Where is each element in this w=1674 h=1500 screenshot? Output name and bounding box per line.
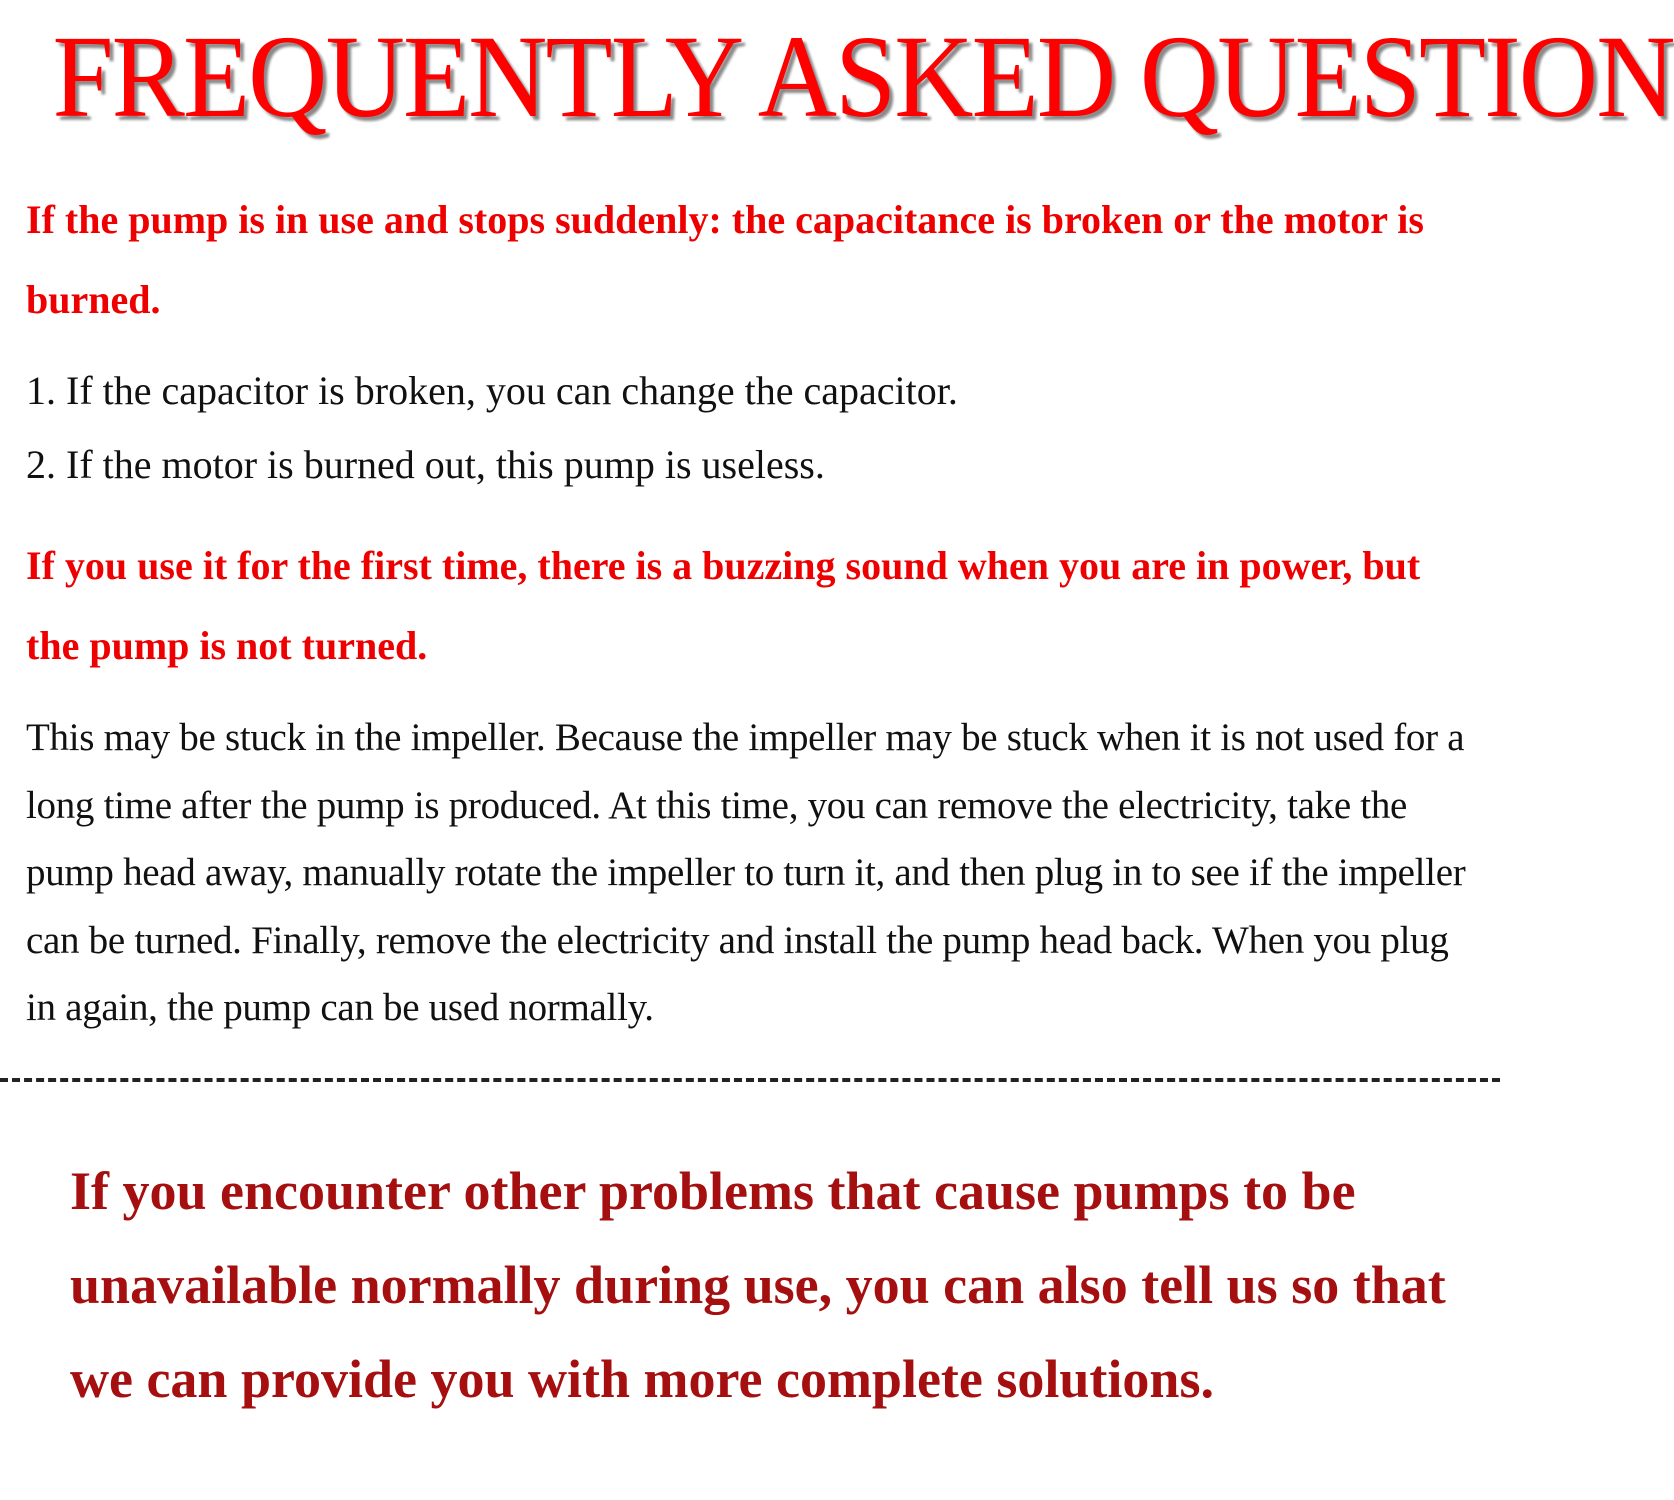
answer-item-capacitor: 1. If the capacitor is broken, you can change the capacitor.: [26, 368, 958, 413]
dashed-divider: [0, 1078, 1500, 1082]
closing-note: If you encounter other problems that cause pumps to be unavailable normally during use, you can also tell us so that we can provide you with more complete solutions.: [70, 1161, 1446, 1409]
faq-question-2: If you use it for the first time, there is a buzzing sound when you are in power, but the pump is not turned.: [26, 543, 1421, 668]
faq-answer-2: This may be stuck in the impeller. Because the impeller may be stuck when it is not used for a long time after the pump is produced. At this time, you can remove the electricity, take the pump head away, manually rotate the impeller to turn it, and then plug in to see if the impeller can be turned. Finally, remove the electricity and install the pump head back. When you plug in again, the pump can be used normally.: [26, 716, 1466, 1029]
page-title: FREQUENTLY ASKED QUESTION: [52, 11, 1674, 142]
answer-item-motor: 2. If the motor is burned out, this pump is useless.: [26, 442, 825, 487]
faq-answer-list-1: [26, 354, 1466, 502]
faq-question-1: If the pump is in use and stops suddenly: the capacitance is broken or the motor is burned.: [26, 197, 1424, 322]
